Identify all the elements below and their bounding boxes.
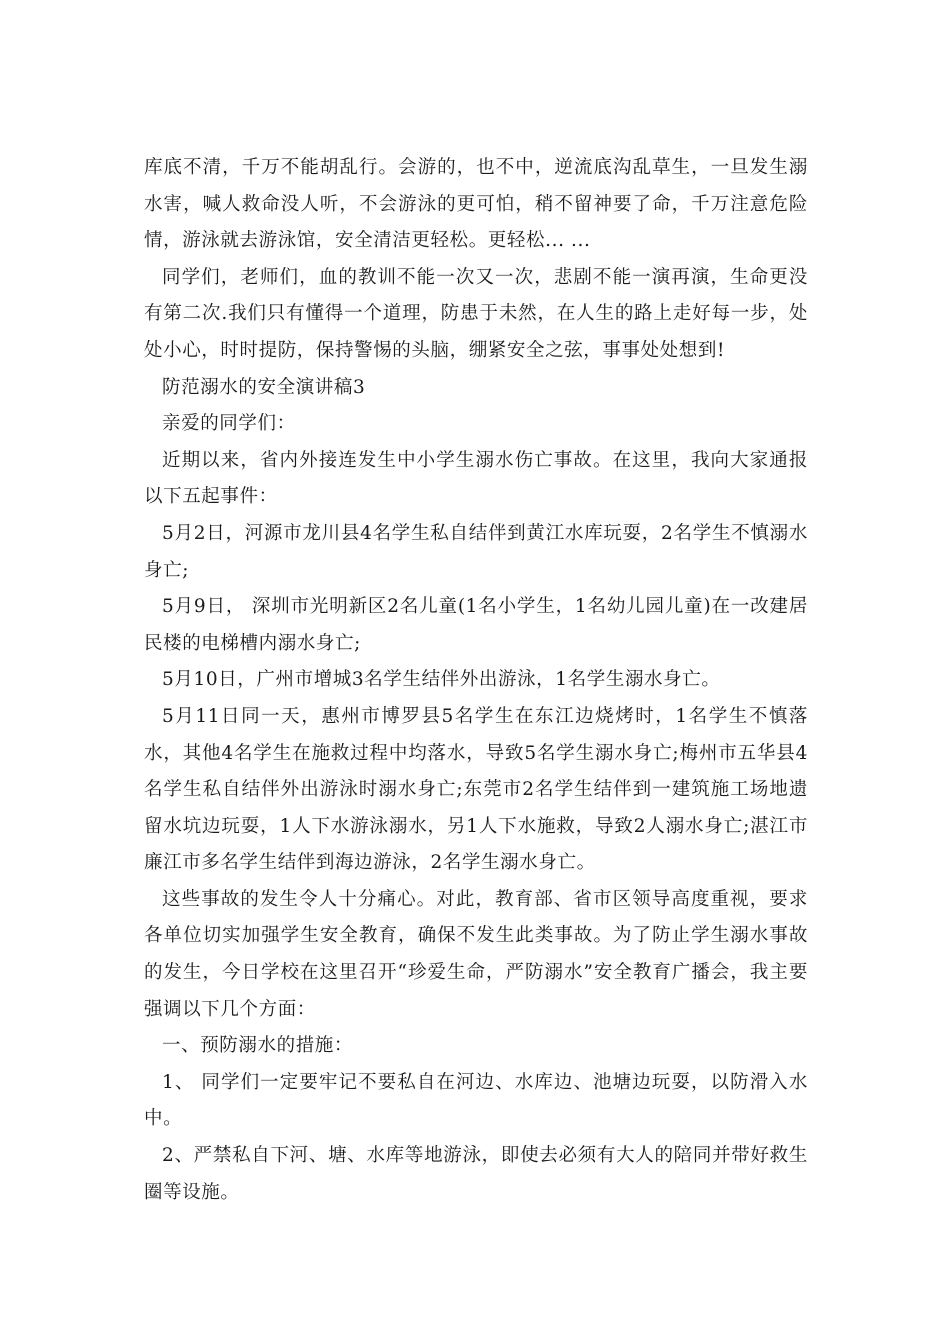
paragraph-poem-end: 库底不清，千万不能胡乱行。会游的，也不中，逆流底沟乱草生，一旦发生溺水害，喊人救命没人听，不会游泳的更可怕，稍不留神要了命，千万注意危险情，游泳就去游泳馆，安全清洁更轻松。更轻松... ... (144, 157, 808, 252)
list-item-measure-2: 2、严禁私自下河、塘、水库等地游泳，即使去必须有大人的陪同并带好救生圈等设施。 (144, 1145, 808, 1203)
paragraph-event-4: 5月11日同一天，惠州市博罗县5名学生在东江边烧烤时，1名学生不慎落水，其他4名学生在施救过程中均落水，导致5名学生溺水身亡;梅州市五华县4名学生私自结伴外出游泳时溺水身亡;东莞市2名学生结伴到一建筑施工场地遗留水坑边玩耍，1人下水游泳溺水，另1人下水施救，导致2人溺水身亡;湛江市廉江市多名学生结伴到海边游泳，2名学生溺水身亡。 (144, 705, 808, 874)
heading-measures: 一、预防溺水的措施： (162, 1035, 354, 1057)
paragraph-event-1: 5月2日，河源市龙川县4名学生私自结伴到黄江水库玩耍，2名学生不慎溺水身亡; (144, 522, 808, 581)
paragraph-event-2: 5月9日， 深圳市光明新区2名儿童(1名小学生，1名幼儿园儿童)在一改建居民楼的电梯槽内溺水身亡; (144, 596, 808, 654)
salutation: 亲爱的同学们： (162, 413, 296, 435)
list-item-measure-1: 1、 同学们一定要牢记不要私自在河边、水库边、池塘边玩耍，以防滑入水中。 (144, 1071, 808, 1130)
paragraph-closing: 同学们，老师们，血的教训不能一次又一次，悲剧不能一演再演，生命更没有第二次.我们只有懂得一个道理，防患于未然，在人生的路上走好每一步，处处小心，时时提防，保持警惕的头脑，绷紧安全之弦，事事处处想到! (144, 266, 808, 361)
section-title: 防范溺水的安全演讲稿3 (162, 376, 366, 398)
paragraph-intro: 近期以来，省内外接连发生中小学生溺水伤亡事故。在这里，我向大家通报以下五起事件： (144, 449, 808, 508)
paragraph-event-3: 5月10日，广州市增城3名学生结伴外出游泳，1名学生溺水身亡。 (162, 669, 721, 691)
paragraph-response: 这些事故的发生令人十分痛心。对此，教育部、省市区领导高度重视，要求各单位切实加强学生安全教育，确保不发生此类事故。为了防止学生溺水事故的发生，今日学校在这里召开“珍爱生命，严防溺水”安全教育广播会，我主要强调以下几个方面： (144, 888, 808, 1020)
document-body (144, 150, 808, 1211)
